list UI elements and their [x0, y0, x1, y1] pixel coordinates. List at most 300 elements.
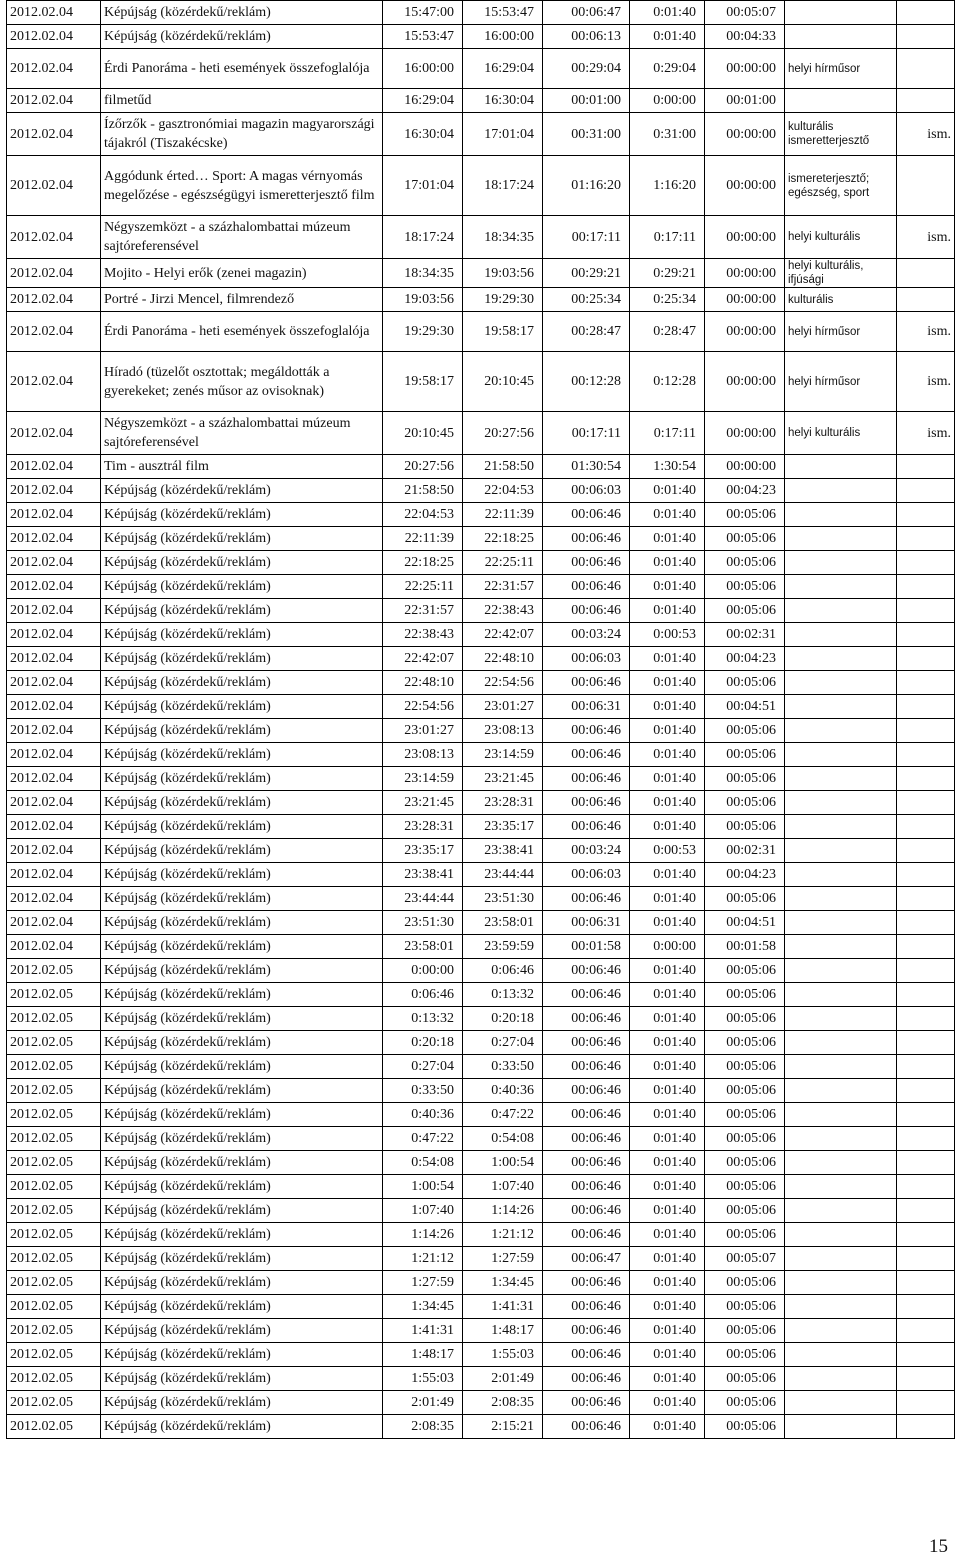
program-category-cell — [785, 791, 897, 815]
table-row — [7, 113, 955, 156]
repeat-marker-cell — [897, 1031, 955, 1055]
ad-time-cell: 00:00:00 — [705, 156, 785, 216]
repeat-marker-cell — [897, 259, 955, 288]
duration-cell: 00:06:46 — [543, 1391, 630, 1415]
program-category-cell — [785, 863, 897, 887]
program-category-cell — [785, 671, 897, 695]
ad-time-cell: 00:00:00 — [705, 113, 785, 156]
program-length-cell: 0:01:40 — [630, 791, 705, 815]
program-title-cell: Képújság (közérdekű/reklám) — [101, 1103, 383, 1127]
repeat-marker-cell — [897, 863, 955, 887]
start-time-cell: 22:31:57 — [383, 599, 463, 623]
start-time-cell: 20:10:45 — [383, 412, 463, 455]
end-time-cell: 19:03:56 — [463, 259, 543, 288]
end-time-cell: 15:53:47 — [463, 1, 543, 25]
duration-cell: 00:06:46 — [543, 1079, 630, 1103]
program-title-cell: Képújság (közérdekű/reklám) — [101, 791, 383, 815]
duration-cell: 00:25:34 — [543, 288, 630, 312]
broadcast-date-cell: 2012.02.04 — [7, 352, 101, 412]
duration-cell: 00:06:46 — [543, 1175, 630, 1199]
start-time-cell: 1:27:59 — [383, 1271, 463, 1295]
start-time-cell: 17:01:04 — [383, 156, 463, 216]
start-time-cell: 15:47:00 — [383, 1, 463, 25]
duration-cell: 00:06:47 — [543, 1247, 630, 1271]
start-time-cell: 1:14:26 — [383, 1223, 463, 1247]
duration-cell: 00:06:46 — [543, 1295, 630, 1319]
repeat-marker-cell — [897, 959, 955, 983]
broadcast-date-cell: 2012.02.04 — [7, 479, 101, 503]
start-time-cell: 2:08:35 — [383, 1415, 463, 1439]
duration-cell: 00:06:46 — [543, 1127, 630, 1151]
ad-time-cell: 00:04:51 — [705, 911, 785, 935]
repeat-marker-cell — [897, 527, 955, 551]
end-time-cell: 22:18:25 — [463, 527, 543, 551]
duration-cell: 00:28:47 — [543, 312, 630, 352]
program-title-cell: Képújság (közérdekű/reklám) — [101, 839, 383, 863]
table-row — [7, 1271, 955, 1295]
end-time-cell: 0:47:22 — [463, 1103, 543, 1127]
table-row — [7, 455, 955, 479]
table-row — [7, 1055, 955, 1079]
program-category-cell — [785, 1223, 897, 1247]
program-title-cell: Képújság (közérdekű/reklám) — [101, 599, 383, 623]
duration-cell: 00:01:58 — [543, 935, 630, 959]
repeat-marker-cell: ism. — [897, 216, 955, 259]
ad-time-cell: 00:05:06 — [705, 1031, 785, 1055]
program-category-cell: helyi kulturális — [785, 216, 897, 259]
program-title-cell: Képújság (közérdekű/reklám) — [101, 1055, 383, 1079]
duration-cell: 00:06:46 — [543, 959, 630, 983]
program-length-cell: 0:17:11 — [630, 216, 705, 259]
program-category-cell — [785, 983, 897, 1007]
repeat-marker-cell — [897, 599, 955, 623]
start-time-cell: 18:34:35 — [383, 259, 463, 288]
duration-cell: 00:06:03 — [543, 479, 630, 503]
repeat-marker-cell — [897, 1127, 955, 1151]
program-category-cell — [785, 743, 897, 767]
table-row — [7, 1103, 955, 1127]
program-category-cell — [785, 503, 897, 527]
program-title-cell: Négyszemközt - a százhalombattai múzeum sajtóreferensével — [101, 412, 383, 455]
program-title-cell: Képújság (közérdekű/reklám) — [101, 25, 383, 49]
program-length-cell: 0:01:40 — [630, 1007, 705, 1031]
ad-time-cell: 00:05:07 — [705, 1247, 785, 1271]
duration-cell: 00:06:46 — [543, 1319, 630, 1343]
program-length-cell: 0:12:28 — [630, 352, 705, 412]
broadcast-date-cell: 2012.02.04 — [7, 695, 101, 719]
program-title-cell: Képújság (közérdekű/reklám) — [101, 1031, 383, 1055]
program-title-cell: Képújság (közérdekű/reklám) — [101, 1175, 383, 1199]
duration-cell: 00:06:46 — [543, 983, 630, 1007]
program-category-cell — [785, 815, 897, 839]
table-row — [7, 1295, 955, 1319]
repeat-marker-cell — [897, 288, 955, 312]
broadcast-date-cell: 2012.02.04 — [7, 575, 101, 599]
table-row — [7, 695, 955, 719]
program-length-cell: 0:01:40 — [630, 863, 705, 887]
program-category-cell — [785, 1319, 897, 1343]
end-time-cell: 2:01:49 — [463, 1367, 543, 1391]
table-row — [7, 815, 955, 839]
start-time-cell: 1:07:40 — [383, 1199, 463, 1223]
program-title-cell: Képújság (közérdekű/reklám) — [101, 887, 383, 911]
program-length-cell: 0:01:40 — [630, 1247, 705, 1271]
program-length-cell: 0:01:40 — [630, 527, 705, 551]
start-time-cell: 16:29:04 — [383, 89, 463, 113]
start-time-cell: 22:18:25 — [383, 551, 463, 575]
program-title-cell: Képújság (közérdekű/reklám) — [101, 983, 383, 1007]
end-time-cell: 1:48:17 — [463, 1319, 543, 1343]
program-title-cell: Képújság (közérdekű/reklám) — [101, 647, 383, 671]
table-row — [7, 288, 955, 312]
duration-cell: 00:06:46 — [543, 1031, 630, 1055]
broadcast-date-cell: 2012.02.05 — [7, 1223, 101, 1247]
program-title-cell: Képújság (közérdekű/reklám) — [101, 527, 383, 551]
table-row — [7, 1391, 955, 1415]
ad-time-cell: 00:02:31 — [705, 623, 785, 647]
table-row — [7, 1367, 955, 1391]
broadcast-date-cell: 2012.02.04 — [7, 743, 101, 767]
program-length-cell: 0:01:40 — [630, 1, 705, 25]
start-time-cell: 0:33:50 — [383, 1079, 463, 1103]
table-row — [7, 599, 955, 623]
end-time-cell: 18:17:24 — [463, 156, 543, 216]
program-category-cell — [785, 623, 897, 647]
program-length-cell: 0:01:40 — [630, 1271, 705, 1295]
start-time-cell: 23:58:01 — [383, 935, 463, 959]
duration-cell: 00:06:46 — [543, 1055, 630, 1079]
ad-time-cell: 00:05:06 — [705, 1367, 785, 1391]
table-row — [7, 575, 955, 599]
repeat-marker-cell — [897, 1343, 955, 1367]
table-row — [7, 959, 955, 983]
start-time-cell: 22:48:10 — [383, 671, 463, 695]
end-time-cell: 22:11:39 — [463, 503, 543, 527]
table-row — [7, 1223, 955, 1247]
program-title-cell: Képújság (közérdekű/reklám) — [101, 767, 383, 791]
end-time-cell: 23:35:17 — [463, 815, 543, 839]
table-row — [7, 1247, 955, 1271]
program-length-cell: 0:01:40 — [630, 599, 705, 623]
broadcast-date-cell: 2012.02.05 — [7, 1415, 101, 1439]
program-title-cell: Képújság (közérdekű/reklám) — [101, 503, 383, 527]
duration-cell: 00:06:46 — [543, 791, 630, 815]
program-length-cell: 0:25:34 — [630, 288, 705, 312]
end-time-cell: 2:15:21 — [463, 1415, 543, 1439]
start-time-cell: 16:30:04 — [383, 113, 463, 156]
program-length-cell: 0:01:40 — [630, 1391, 705, 1415]
repeat-marker-cell — [897, 839, 955, 863]
end-time-cell: 23:14:59 — [463, 743, 543, 767]
ad-time-cell: 00:00:00 — [705, 49, 785, 89]
program-category-cell — [785, 647, 897, 671]
duration-cell: 01:30:54 — [543, 455, 630, 479]
broadcast-date-cell: 2012.02.05 — [7, 1031, 101, 1055]
program-category-cell — [785, 1103, 897, 1127]
duration-cell: 00:29:21 — [543, 259, 630, 288]
program-title-cell: Képújság (közérdekű/reklám) — [101, 671, 383, 695]
broadcast-date-cell: 2012.02.05 — [7, 1295, 101, 1319]
program-category-cell: helyi hírműsor — [785, 352, 897, 412]
ad-time-cell: 00:01:58 — [705, 935, 785, 959]
ad-time-cell: 00:05:06 — [705, 815, 785, 839]
program-title-cell: Képújság (közérdekű/reklám) — [101, 623, 383, 647]
table-row — [7, 1175, 955, 1199]
ad-time-cell: 00:05:06 — [705, 503, 785, 527]
program-length-cell: 0:01:40 — [630, 1415, 705, 1439]
program-length-cell: 0:01:40 — [630, 815, 705, 839]
repeat-marker-cell — [897, 1391, 955, 1415]
program-title-cell: Képújság (közérdekű/reklám) — [101, 911, 383, 935]
broadcast-date-cell: 2012.02.05 — [7, 1319, 101, 1343]
broadcast-date-cell: 2012.02.04 — [7, 599, 101, 623]
program-length-cell: 0:29:04 — [630, 49, 705, 89]
duration-cell: 00:03:24 — [543, 623, 630, 647]
start-time-cell: 23:01:27 — [383, 719, 463, 743]
program-category-cell — [785, 1247, 897, 1271]
start-time-cell: 16:00:00 — [383, 49, 463, 89]
duration-cell: 00:06:46 — [543, 1367, 630, 1391]
end-time-cell: 21:58:50 — [463, 455, 543, 479]
end-time-cell: 22:25:11 — [463, 551, 543, 575]
program-category-cell — [785, 575, 897, 599]
table-row — [7, 1319, 955, 1343]
program-title-cell: Érdi Panoráma - heti események összefoglalója — [101, 312, 383, 352]
table-row — [7, 935, 955, 959]
program-category-cell — [785, 551, 897, 575]
duration-cell: 00:06:46 — [543, 527, 630, 551]
program-length-cell: 0:01:40 — [630, 1343, 705, 1367]
end-time-cell: 1:55:03 — [463, 1343, 543, 1367]
table-row — [7, 1199, 955, 1223]
start-time-cell: 22:25:11 — [383, 575, 463, 599]
program-title-cell: Képújság (közérdekű/reklám) — [101, 1151, 383, 1175]
program-title-cell: Képújság (közérdekű/reklám) — [101, 1079, 383, 1103]
broadcast-date-cell: 2012.02.04 — [7, 25, 101, 49]
duration-cell: 00:06:47 — [543, 1, 630, 25]
end-time-cell: 0:20:18 — [463, 1007, 543, 1031]
start-time-cell: 22:38:43 — [383, 623, 463, 647]
duration-cell: 00:31:00 — [543, 113, 630, 156]
program-length-cell: 0:17:11 — [630, 412, 705, 455]
table-row — [7, 1031, 955, 1055]
program-length-cell: 0:01:40 — [630, 719, 705, 743]
duration-cell: 00:06:03 — [543, 863, 630, 887]
broadcast-date-cell: 2012.02.04 — [7, 767, 101, 791]
broadcast-date-cell: 2012.02.05 — [7, 1247, 101, 1271]
duration-cell: 00:06:31 — [543, 695, 630, 719]
ad-time-cell: 00:04:23 — [705, 863, 785, 887]
program-length-cell: 0:00:00 — [630, 935, 705, 959]
start-time-cell: 19:58:17 — [383, 352, 463, 412]
ad-time-cell: 00:05:06 — [705, 1319, 785, 1343]
ad-time-cell: 00:04:51 — [705, 695, 785, 719]
broadcast-date-cell: 2012.02.05 — [7, 983, 101, 1007]
table-row — [7, 623, 955, 647]
start-time-cell: 18:17:24 — [383, 216, 463, 259]
program-category-cell — [785, 1127, 897, 1151]
program-category-cell — [785, 1415, 897, 1439]
table-row — [7, 1007, 955, 1031]
program-category-cell — [785, 1175, 897, 1199]
program-category-cell — [785, 1, 897, 25]
end-time-cell: 0:54:08 — [463, 1127, 543, 1151]
program-length-cell: 0:01:40 — [630, 1055, 705, 1079]
repeat-marker-cell — [897, 1367, 955, 1391]
duration-cell: 00:06:46 — [543, 599, 630, 623]
start-time-cell: 23:38:41 — [383, 863, 463, 887]
duration-cell: 00:06:31 — [543, 911, 630, 935]
program-title-cell: Képújság (közérdekű/reklám) — [101, 551, 383, 575]
program-category-cell — [785, 89, 897, 113]
start-time-cell: 23:51:30 — [383, 911, 463, 935]
program-length-cell: 0:01:40 — [630, 983, 705, 1007]
ad-time-cell: 00:04:23 — [705, 479, 785, 503]
start-time-cell: 22:11:39 — [383, 527, 463, 551]
broadcast-date-cell: 2012.02.05 — [7, 1175, 101, 1199]
ad-time-cell: 00:05:06 — [705, 1343, 785, 1367]
program-length-cell: 1:30:54 — [630, 455, 705, 479]
ad-time-cell: 00:05:06 — [705, 887, 785, 911]
end-time-cell: 19:58:17 — [463, 312, 543, 352]
end-time-cell: 1:14:26 — [463, 1199, 543, 1223]
end-time-cell: 22:38:43 — [463, 599, 543, 623]
repeat-marker-cell — [897, 1151, 955, 1175]
repeat-marker-cell — [897, 623, 955, 647]
start-time-cell: 22:42:07 — [383, 647, 463, 671]
program-title-cell: Képújság (közérdekű/reklám) — [101, 743, 383, 767]
repeat-marker-cell — [897, 1319, 955, 1343]
end-time-cell: 22:54:56 — [463, 671, 543, 695]
broadcast-date-cell: 2012.02.05 — [7, 1271, 101, 1295]
repeat-marker-cell — [897, 1175, 955, 1199]
repeat-marker-cell — [897, 1247, 955, 1271]
ad-time-cell: 00:05:06 — [705, 1199, 785, 1223]
ad-time-cell: 00:04:33 — [705, 25, 785, 49]
ad-time-cell: 00:05:06 — [705, 791, 785, 815]
duration-cell: 00:17:11 — [543, 412, 630, 455]
repeat-marker-cell — [897, 695, 955, 719]
end-time-cell: 16:29:04 — [463, 49, 543, 89]
table-row — [7, 1151, 955, 1175]
duration-cell: 00:06:46 — [543, 815, 630, 839]
program-title-cell: Képújság (közérdekű/reklám) — [101, 1127, 383, 1151]
broadcast-date-cell: 2012.02.04 — [7, 719, 101, 743]
broadcast-date-cell: 2012.02.04 — [7, 49, 101, 89]
repeat-marker-cell — [897, 1007, 955, 1031]
table-row — [7, 1343, 955, 1367]
table-row — [7, 527, 955, 551]
program-category-cell — [785, 1031, 897, 1055]
ad-time-cell: 00:05:07 — [705, 1, 785, 25]
broadcast-date-cell: 2012.02.04 — [7, 527, 101, 551]
duration-cell: 00:01:00 — [543, 89, 630, 113]
ad-time-cell: 00:05:06 — [705, 1271, 785, 1295]
program-title-cell: Képújság (közérdekű/reklám) — [101, 1415, 383, 1439]
program-length-cell: 0:01:40 — [630, 1103, 705, 1127]
table-row — [7, 863, 955, 887]
duration-cell: 00:06:46 — [543, 1103, 630, 1127]
start-time-cell: 1:55:03 — [383, 1367, 463, 1391]
program-length-cell: 1:16:20 — [630, 156, 705, 216]
start-time-cell: 0:27:04 — [383, 1055, 463, 1079]
broadcast-date-cell: 2012.02.04 — [7, 455, 101, 479]
start-time-cell: 0:54:08 — [383, 1151, 463, 1175]
program-category-cell: helyi hírműsor — [785, 49, 897, 89]
program-length-cell: 0:01:40 — [630, 1319, 705, 1343]
end-time-cell: 1:34:45 — [463, 1271, 543, 1295]
repeat-marker-cell — [897, 1415, 955, 1439]
duration-cell: 00:06:46 — [543, 671, 630, 695]
ad-time-cell: 00:05:06 — [705, 719, 785, 743]
program-title-cell: Képújság (közérdekű/reklám) — [101, 935, 383, 959]
repeat-marker-cell — [897, 743, 955, 767]
ad-time-cell: 00:05:06 — [705, 983, 785, 1007]
broadcast-date-cell: 2012.02.04 — [7, 815, 101, 839]
program-title-cell: Híradó (tüzelőt osztottak; megáldották a gyerekeket; zenés műsor az ovisoknak) — [101, 352, 383, 412]
program-title-cell: Tim - ausztrál film — [101, 455, 383, 479]
repeat-marker-cell — [897, 1223, 955, 1247]
end-time-cell: 19:29:30 — [463, 288, 543, 312]
start-time-cell: 1:00:54 — [383, 1175, 463, 1199]
table-row — [7, 156, 955, 216]
end-time-cell: 1:21:12 — [463, 1223, 543, 1247]
program-category-cell — [785, 1151, 897, 1175]
program-category-cell — [785, 959, 897, 983]
broadcast-date-cell: 2012.02.04 — [7, 623, 101, 647]
start-time-cell: 23:21:45 — [383, 791, 463, 815]
program-length-cell: 0:01:40 — [630, 1199, 705, 1223]
program-title-cell: Képújság (közérdekű/reklám) — [101, 1391, 383, 1415]
ad-time-cell: 00:05:06 — [705, 1055, 785, 1079]
program-category-cell: ismereterjesztő; egészség, sport — [785, 156, 897, 216]
end-time-cell: 23:21:45 — [463, 767, 543, 791]
end-time-cell: 1:27:59 — [463, 1247, 543, 1271]
table-row — [7, 352, 955, 412]
duration-cell: 00:17:11 — [543, 216, 630, 259]
table-row — [7, 89, 955, 113]
duration-cell: 00:03:24 — [543, 839, 630, 863]
repeat-marker-cell — [897, 25, 955, 49]
start-time-cell: 21:58:50 — [383, 479, 463, 503]
end-time-cell: 23:38:41 — [463, 839, 543, 863]
table-row — [7, 1127, 955, 1151]
start-time-cell: 23:08:13 — [383, 743, 463, 767]
start-time-cell: 1:41:31 — [383, 1319, 463, 1343]
table-row — [7, 49, 955, 89]
program-length-cell: 0:01:40 — [630, 551, 705, 575]
repeat-marker-cell — [897, 671, 955, 695]
start-time-cell: 22:54:56 — [383, 695, 463, 719]
repeat-marker-cell — [897, 49, 955, 89]
table-row — [7, 647, 955, 671]
program-length-cell: 0:01:40 — [630, 1367, 705, 1391]
program-category-cell — [785, 25, 897, 49]
ad-time-cell: 00:05:06 — [705, 1007, 785, 1031]
end-time-cell: 1:41:31 — [463, 1295, 543, 1319]
duration-cell: 00:06:46 — [543, 1007, 630, 1031]
program-category-cell — [785, 839, 897, 863]
end-time-cell: 16:30:04 — [463, 89, 543, 113]
repeat-marker-cell — [897, 1271, 955, 1295]
duration-cell: 00:29:04 — [543, 49, 630, 89]
end-time-cell: 18:34:35 — [463, 216, 543, 259]
program-length-cell: 0:31:00 — [630, 113, 705, 156]
program-title-cell: Mojito - Helyi erők (zenei magazin) — [101, 259, 383, 288]
end-time-cell: 1:07:40 — [463, 1175, 543, 1199]
program-title-cell: Képújság (közérdekű/reklám) — [101, 695, 383, 719]
program-length-cell: 0:01:40 — [630, 959, 705, 983]
